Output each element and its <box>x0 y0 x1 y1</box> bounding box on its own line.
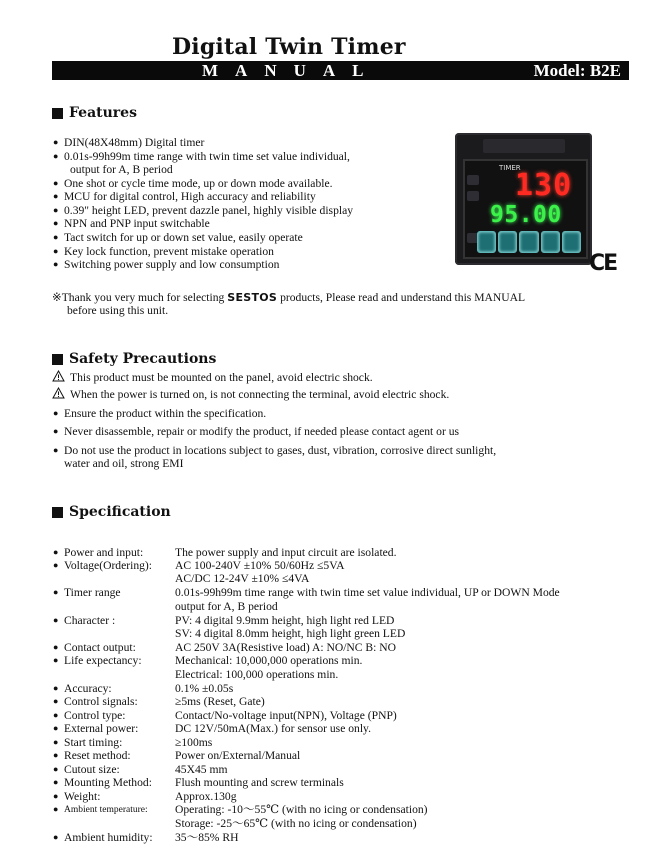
warning-icon <box>52 387 65 399</box>
bullet-icon: ● <box>53 710 59 720</box>
safety-item: water and oil, strong EMI <box>64 457 184 470</box>
bullet-icon: ● <box>53 832 59 842</box>
feature-item: output for A, B period <box>70 163 173 176</box>
timer-device-image <box>455 133 592 265</box>
device-label: TIMER <box>499 164 521 172</box>
bullet-icon: ● <box>53 191 59 201</box>
bullet-icon: ● <box>53 683 59 693</box>
bullet-icon: ● <box>53 408 59 418</box>
indicator-icon <box>467 191 479 201</box>
bullet-icon: ● <box>53 737 59 747</box>
bullet-icon: ● <box>53 723 59 733</box>
bullet-icon: ● <box>53 615 59 625</box>
spec-value: 35～85% RH <box>175 831 239 844</box>
spec-label: Timer range <box>64 586 121 599</box>
safety-item: Ensure the product within the specification. <box>64 407 267 420</box>
bullet-icon: ● <box>53 642 59 652</box>
square-bullet-icon <box>52 354 63 365</box>
spec-label: Life expectancy: <box>64 654 142 667</box>
device-key <box>519 231 538 253</box>
spec-label: Control type: <box>64 709 126 722</box>
thanks-note: ※Thank you very much for selecting SESTOS products, Please read and understand this MANUAL <box>52 291 526 304</box>
spec-value: ≥5ms (Reset, Gate) <box>175 695 265 708</box>
spec-label: Cutout size: <box>64 763 120 776</box>
spec-value: Storage: -25～65℃ (with no icing or condensation) <box>175 817 417 830</box>
spec-value: ≥100ms <box>175 736 213 749</box>
spec-value: AC 250V 3A(Resistive load) A: NO/NC B: NO <box>175 641 397 654</box>
device-keys <box>477 231 581 253</box>
bullet-icon: ● <box>53 232 59 242</box>
spec-label: Contact output: <box>64 641 136 654</box>
feature-item: 0.39" height LED, prevent dazzle panel, highly visible display <box>64 204 354 217</box>
ce-mark-icon: CE <box>589 251 617 276</box>
bullet-icon: ● <box>53 587 59 597</box>
spec-label: Mounting Method: <box>64 776 152 789</box>
bullet-icon: ● <box>53 560 59 570</box>
square-bullet-icon <box>52 507 63 518</box>
bullet-icon: ● <box>53 547 59 557</box>
bullet-icon: ● <box>53 426 59 436</box>
safety-item: Do not use the product in locations subject to gases, dust, vibration, corrosive direct sunlight, <box>64 444 497 457</box>
spec-value: 0.1% ±0.05s <box>175 682 234 695</box>
spec-value: Contact/No-voltage input(NPN), Voltage (PNP) <box>175 709 397 722</box>
spec-label: Weight: <box>64 790 101 803</box>
square-bullet-icon <box>52 108 63 119</box>
spec-value: Approx.130g <box>175 790 237 803</box>
bullet-icon: ● <box>53 777 59 787</box>
manual-banner <box>52 61 629 80</box>
feature-item: 0.01s-99h99m time range with twin time set value individual, <box>64 150 350 163</box>
bullet-icon: ● <box>53 696 59 706</box>
safety-item: Never disassemble, repair or modify the product, if needed please contact agent or us <box>64 425 460 438</box>
feature-item: NPN and PNP input switchable <box>64 217 210 230</box>
feature-item: DIN(48X48mm) Digital timer <box>64 136 205 149</box>
bullet-icon: ● <box>53 246 59 256</box>
spec-value: Electrical: 100,000 operations min. <box>175 668 339 681</box>
specification-heading <box>52 503 171 521</box>
spec-value: Power on/External/Manual <box>175 749 301 762</box>
bullet-icon: ● <box>53 178 59 188</box>
spec-label: Character : <box>64 614 116 627</box>
spec-label: Power and input: <box>64 546 144 559</box>
safety-heading-text: Safety Precautions <box>69 351 217 367</box>
spec-value: AC/DC 12-24V ±10% ≤4VA <box>175 572 310 585</box>
warning-text: This product must be mounted on the panel, avoid electric shock. <box>70 371 373 384</box>
feature-item: One shot or cycle time mode, up or down mode available. <box>64 177 333 190</box>
spec-value: 0.01s-99h99m time range with twin time set value individual, UP or DOWN Mode <box>175 586 560 599</box>
bullet-icon: ● <box>53 804 59 814</box>
bullet-icon: ● <box>53 655 59 665</box>
features-heading-text: Features <box>69 105 137 121</box>
spec-label: External power: <box>64 722 139 735</box>
specification-heading-text: Specification <box>69 504 171 520</box>
features-heading <box>52 104 137 122</box>
bullet-icon: ● <box>53 764 59 774</box>
spec-label: Ambient humidity: <box>64 831 153 844</box>
spec-value: SV: 4 digital 8.0mm height, high light green LED <box>175 627 406 640</box>
device-key <box>562 231 581 253</box>
indicator-icon <box>467 175 479 185</box>
feature-item: Tact switch for up or down set value, easily operate <box>64 231 303 244</box>
feature-item: Key lock function, prevent mistake operation <box>64 245 274 258</box>
brand-logo: SESTOS <box>227 291 278 304</box>
spec-value: The power supply and input circuit are isolated. <box>175 546 397 559</box>
spec-label: Voltage(Ordering): <box>64 559 152 572</box>
manual-label: MANUAL <box>202 61 381 80</box>
safety-heading <box>52 350 216 368</box>
model-label: Model: B2E <box>533 61 621 80</box>
spec-value: Operating: -10～55℃ (with no icing or condensation) <box>175 803 428 816</box>
bullet-icon: ● <box>53 445 59 455</box>
spec-label: Start timing: <box>64 736 123 749</box>
sv-display: 95.00 <box>490 202 562 228</box>
feature-item: Switching power supply and low consumption <box>64 258 280 271</box>
spec-value: Flush mounting and screw terminals <box>175 776 344 789</box>
bullet-icon: ● <box>53 137 59 147</box>
spec-value: Mechanical: 10,000,000 operations min. <box>175 654 363 667</box>
bullet-icon: ● <box>53 218 59 228</box>
spec-value: AC 100-240V ±10% 50/60Hz ≤5VA <box>175 559 345 572</box>
pv-display: 130 <box>515 168 573 203</box>
bullet-icon: ● <box>53 151 59 161</box>
spec-label: Control signals: <box>64 695 138 708</box>
device-key <box>498 231 517 253</box>
device-key <box>541 231 560 253</box>
spec-label: Accuracy: <box>64 682 112 695</box>
spec-label: Reset method: <box>64 749 131 762</box>
spec-value: 45X45 mm <box>175 763 228 776</box>
spec-value: DC 12V/50mA(Max.) for sensor use only. <box>175 722 371 735</box>
bullet-icon: ● <box>53 750 59 760</box>
bullet-icon: ● <box>53 259 59 269</box>
warning-text: When the power is turned on, is not connecting the terminal, avoid electric shock. <box>70 388 450 401</box>
spec-value: PV: 4 digital 9.9mm height, high light red LED <box>175 614 395 627</box>
thanks-note-line2: before using this unit. <box>67 304 169 317</box>
bullet-icon: ● <box>53 791 59 801</box>
device-key <box>477 231 496 253</box>
document-title: Digital Twin Timer <box>172 34 406 60</box>
bullet-icon: ● <box>53 205 59 215</box>
spec-value: output for A, B period <box>175 600 278 613</box>
warning-icon <box>52 370 65 382</box>
spec-label: Ambient temperature: <box>64 805 148 815</box>
feature-item: MCU for digital control, High accuracy and reliability <box>64 190 316 203</box>
